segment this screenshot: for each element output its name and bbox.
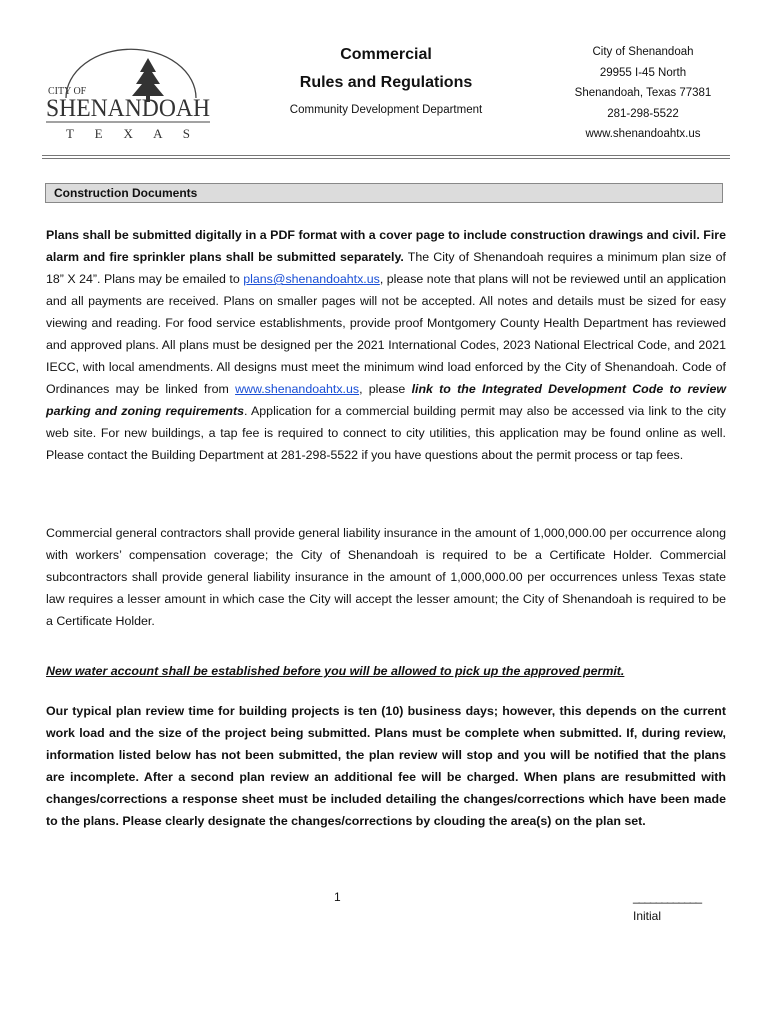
initial-line: ____________ <box>633 890 702 904</box>
page-number: 1 <box>334 890 341 904</box>
contact-website: www.shenandoahtx.us <box>585 128 701 140</box>
text-segment: , please note that plans will not be reviewed until an application and all payments are received. Plans on smaller pages will not be accepted. All notes and details must be sized for easy viewing and reading. For food service establishments, provide proof Montgomery County Health Department has reviewed and approved plans. All plans must be designed per the 2021 International Codes, 2023 National Electrical Code, and 2021 IECC, with local amendments. All designs must meet the minimum wind load enforced by the City of Shenandoah. Code of Ordinances may be linked from <box>46 272 726 396</box>
paragraph-review-time: Our typical plan review time for building projects is ten (10) business days; however, this depends on the current work load and the size of the project being submitted. Plans must be complete when submitted. If, during review, information listed below has not been submitted, the plan review will stop and you will be notified that the plans are incomplete. After a second plan review an additional fee will be charged. When plans are resubmitted with changes/corrections a response sheet must be included detailing the changes/corrections which have been made to the plans. Please clearly designate the changes/corrections by clouding the area(s) on the plan set. <box>46 704 726 828</box>
title-line1: Commercial <box>340 46 432 63</box>
website-link[interactable]: www.shenandoahtx.us <box>235 382 360 396</box>
logo-city-of: CITY OF <box>48 86 87 97</box>
section-heading: Construction Documents <box>45 183 723 203</box>
email-link[interactable]: plans@shenandoahtx.us <box>243 272 380 286</box>
city-logo <box>44 46 216 146</box>
contact-block <box>553 42 733 145</box>
pine-tree-arch-logo-icon <box>44 46 216 146</box>
header-divider <box>42 155 730 156</box>
logo-state: T E X A S <box>66 126 190 141</box>
department-name: Community Development Department <box>289 104 483 116</box>
paragraph-insurance: Commercial general contractors shall provide general liability insurance in the amount of 1,000,000.00 per occurrence along with workers’ compensation coverage; the City of Shenandoah is required to be a Certificate Holder. Commercial subcontractors shall provide general liability insurance in the amount of 1,000,000.00 per occurrences unless Texas state law requires a lesser amount in which case the City will accept the lesser amount; the City of Shenandoah is required to be a Certificate Holder. <box>46 526 726 628</box>
text-segment: , please <box>359 382 412 396</box>
document-header <box>262 44 510 116</box>
bold-italic-note: link to the Integrated Development Code to review parking and zoning requirements <box>46 382 727 418</box>
contact-line: 29955 I-45 North <box>599 66 687 79</box>
contact-line: Shenandoah, Texas 77381 <box>574 87 712 99</box>
text-segment: . Application for a commercial building permit may also be accessed via link to the city web site. For new buildings, a tap fee is required to connect to city utilities, this application may be found online as well. Please contact the Building Department at 281-298-5522 if you have questions about the permit process or tap fees. <box>46 404 726 462</box>
title-line2: Rules and Regulations <box>299 74 473 91</box>
contact-line: City of Shenandoah <box>592 46 694 58</box>
header-divider <box>42 158 730 159</box>
text-segment: The City of Shenandoah requires a minimum plan size of 18” X 24”. Plans may be emailed to <box>46 250 726 286</box>
water-account-notice: New water account shall be established before you will be allowed to pick up the approved permit. <box>46 664 625 678</box>
paragraph-construction-docs <box>46 224 726 466</box>
bold-intro: Plans shall be submitted digitally in a PDF format with a cover page to include construction drawings and civil. Fire alarm and fire sprinkler plans shall be submitted separately. <box>46 228 726 264</box>
logo-name: SHENANDOAH <box>46 95 210 122</box>
contact-line: 281-298-5522 <box>607 107 679 120</box>
initial-label: Initial <box>633 909 662 923</box>
